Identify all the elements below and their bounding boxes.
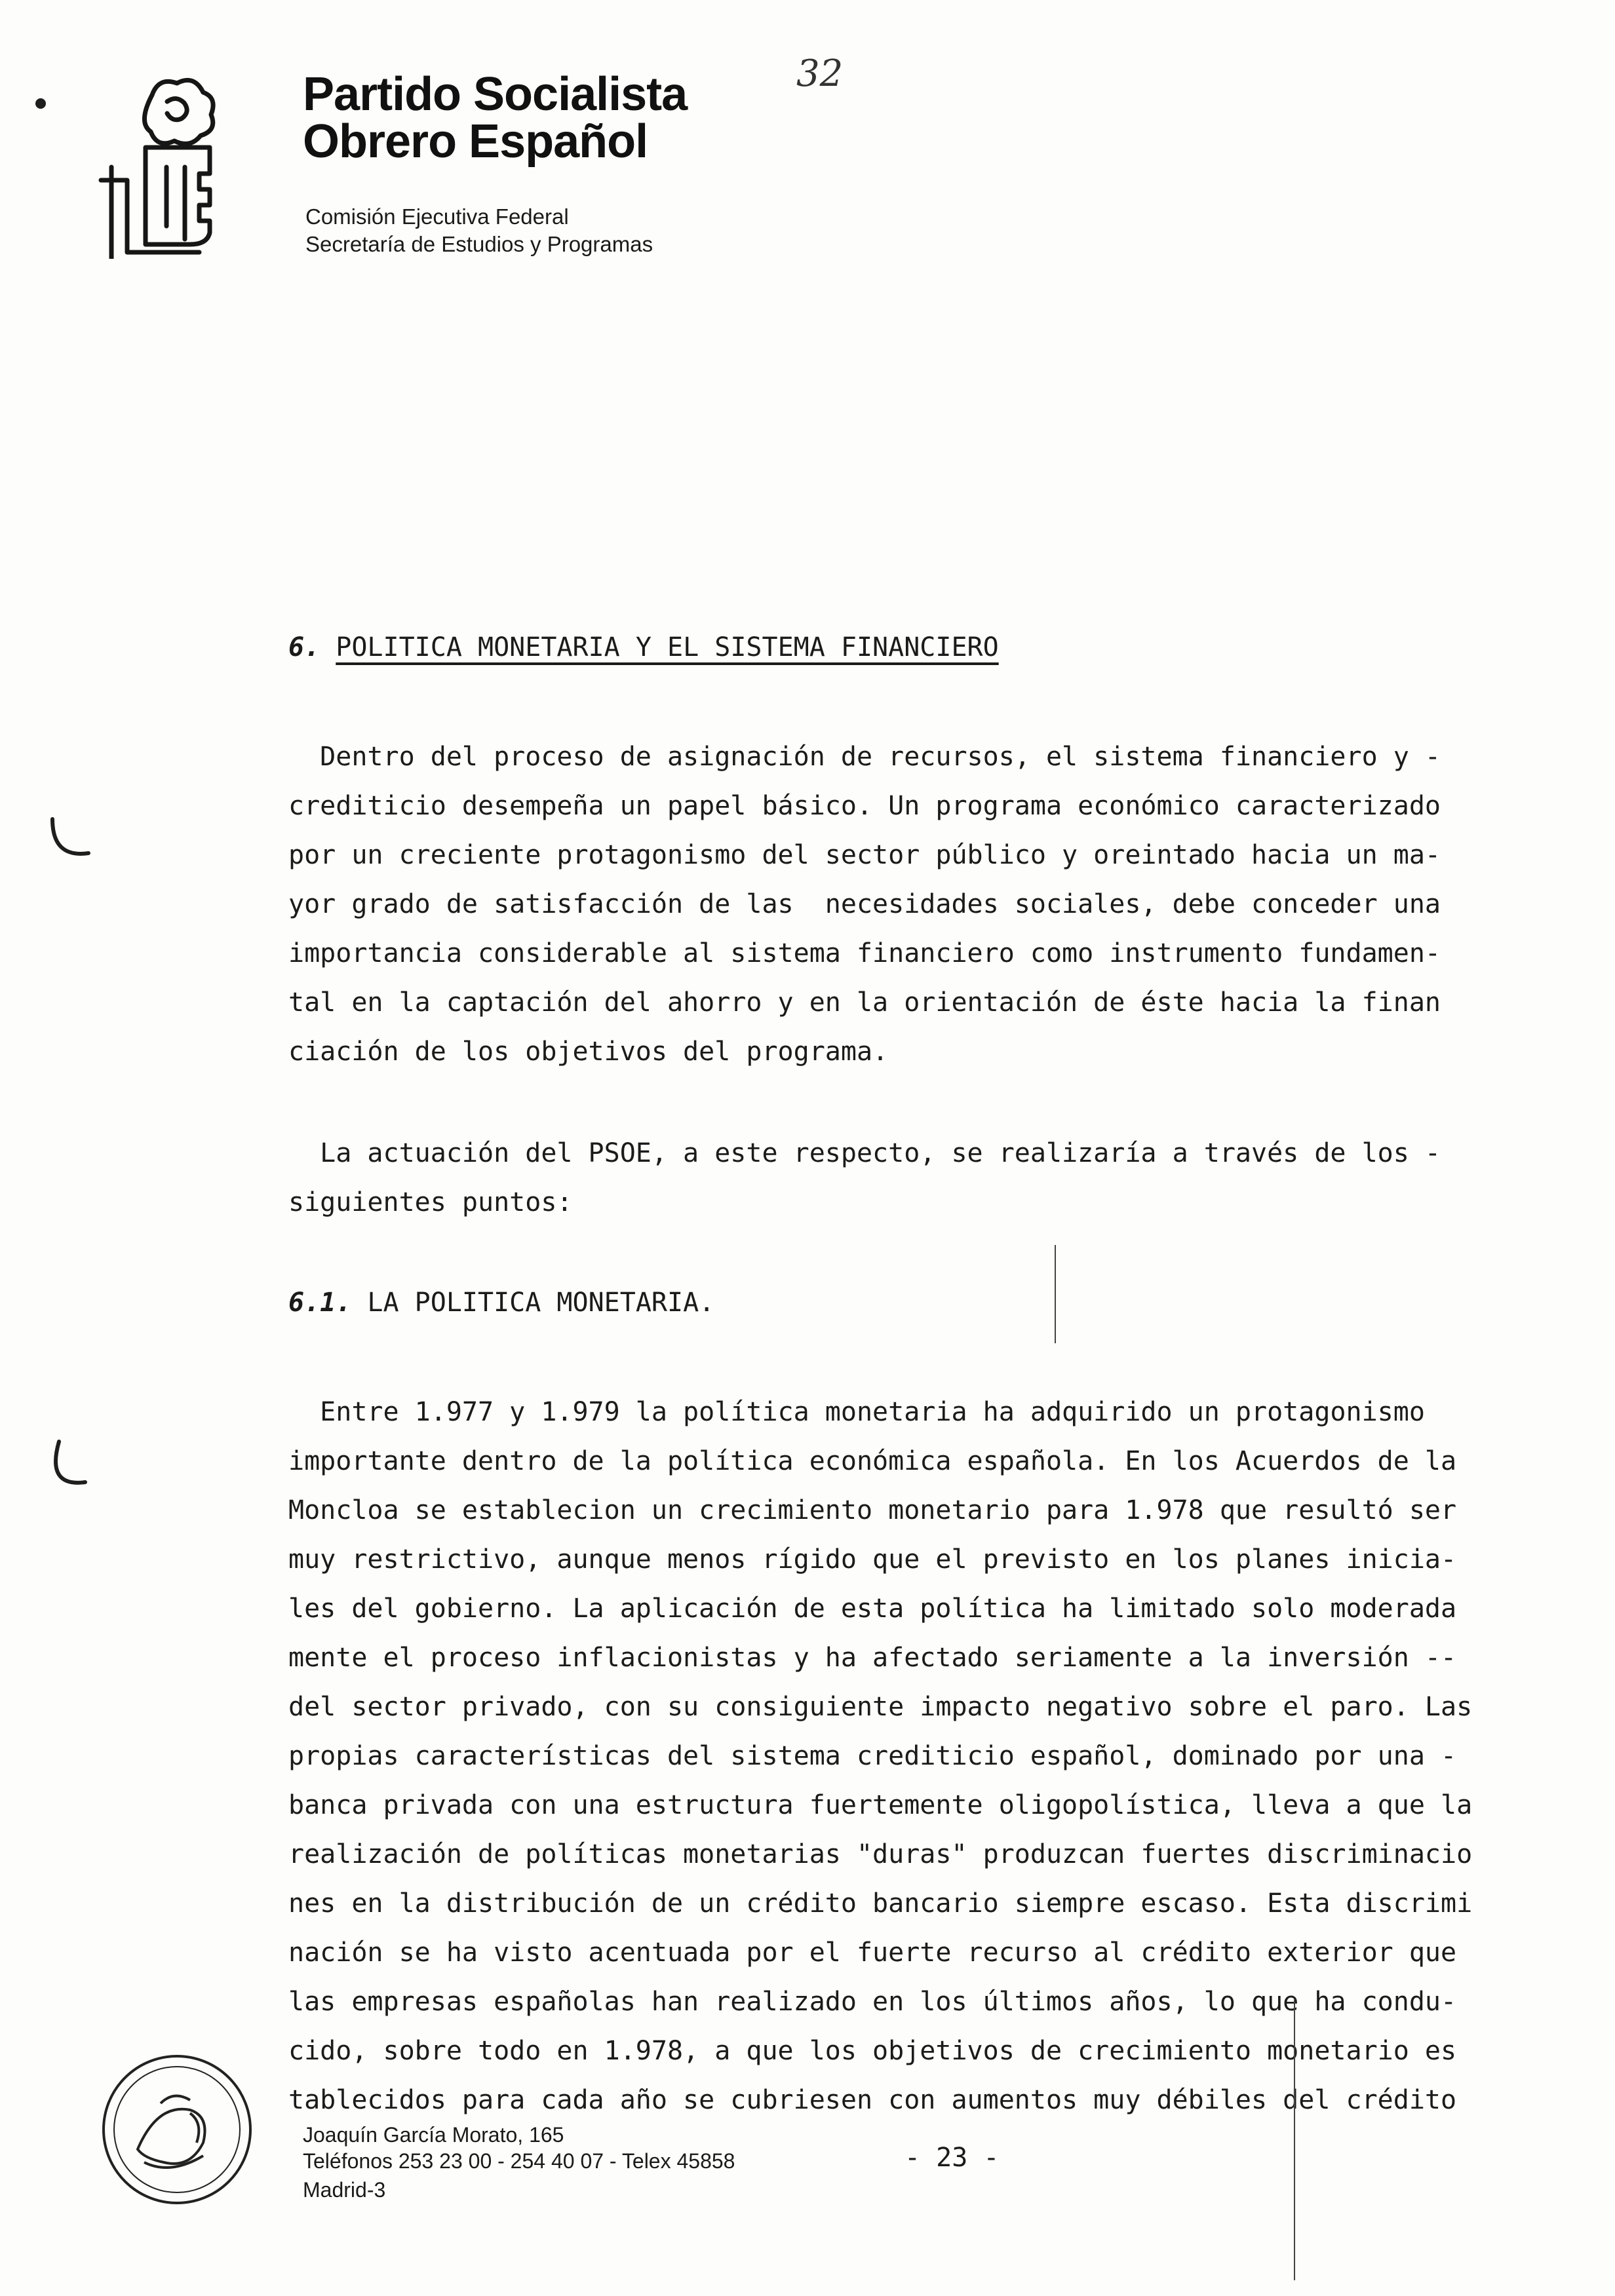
text-line: las empresas españolas han realizado en los últimos años, lo que ha condu- [288,1987,1457,2017]
text-line: nación se ha visto acentuada por el fuerte recurso al crédito exterior que [288,1938,1457,1968]
text-line: propias características del sistema crediticio español, dominado por una - [288,1741,1457,1771]
text-line: por un creciente protagonismo del sector público y oreintado hacia un ma- [288,840,1441,870]
section-title: POLITICA MONETARIA Y EL SISTEMA FINANCIERO [336,632,999,662]
text-line: banca privada con una estructura fuertemente oligopolística, lleva a que la [288,1790,1473,1820]
subsection-title: LA POLITICA MONETARIA. [367,1288,715,1318]
text-line: siguientes puntos: [288,1187,573,1217]
psoe-logo-icon [98,69,229,259]
text-line: muy restrictivo, aunque menos rígido que el previsto en los planes inicia- [288,1544,1457,1575]
org-name-line1: Partido Socialista [303,68,688,121]
text-line: nes en la distribución de un crédito bancario siempre escaso. Esta discrimi [288,1888,1473,1919]
text-line: importancia considerable al sistema financiero como instrumento fundamen- [288,938,1441,968]
org-name-line2: Obrero Español [303,115,648,168]
commission-name: Comisión Ejecutiva Federal [305,204,569,229]
text-line: Dentro del proceso de asignación de recursos, el sistema financiero y - [288,742,1441,772]
footer-city: Madrid-3 [303,2178,386,2202]
text-line: Entre 1.977 y 1.979 la política monetaria ha adquirido un protagonismo [288,1397,1425,1427]
section-number: 6. [288,632,321,662]
secretariat-name: Secretaría de Estudios y Programas [305,232,653,256]
text-line: Moncloa se establecion un crecimiento monetario para 1.978 que resultó ser [288,1495,1457,1525]
text-line: mente el proceso inflacionistas y ha afectado seriamente a la inversión -- [288,1643,1457,1673]
footer-address: Joaquín García Morato, 165 [303,2123,564,2147]
text-line: les del gobierno. La aplicación de esta política ha limitado solo moderada [288,1594,1457,1624]
text-line: yor grado de satisfacción de las necesidades sociales, debe conceder una [288,889,1441,919]
subsection-heading [288,1288,714,1318]
seal-emblem-icon [98,2051,256,2208]
text-line: crediticio desempeña un papel básico. Un programa económico caracterizado [288,791,1441,821]
text-line: importante dentro de la política económica española. En los Acuerdos de la [288,1446,1457,1476]
text-line: realización de políticas monetarias "duras" produzcan fuertes discriminacio [288,1839,1473,1869]
section-heading [288,632,999,662]
text-line: La actuación del PSOE, a este respecto, se realizaría a través de los - [288,1138,1441,1168]
footer-page-number: - 23 - [905,2143,1000,2173]
handwritten-page-number: 32 [796,52,844,95]
text-line: del sector privado, con su consiguiente impacto negativo sobre el paro. Las [288,1692,1473,1722]
footer-phones: Teléfonos 253 23 00 - 254 40 07 - Telex 45858 [303,2149,735,2173]
text-line: ciación de los objetivos del programa. [288,1037,889,1067]
text-line: tablecidos para cada año se cubriesen con aumentos muy débiles del crédito [288,2085,1457,2115]
text-line: cido, sobre todo en 1.978, a que los objetivos de crecimiento monetario es [288,2036,1457,2066]
subsection-number: 6.1. [288,1288,352,1318]
text-line: tal en la captación del ahorro y en la orientación de éste hacia la finan [288,987,1441,1018]
